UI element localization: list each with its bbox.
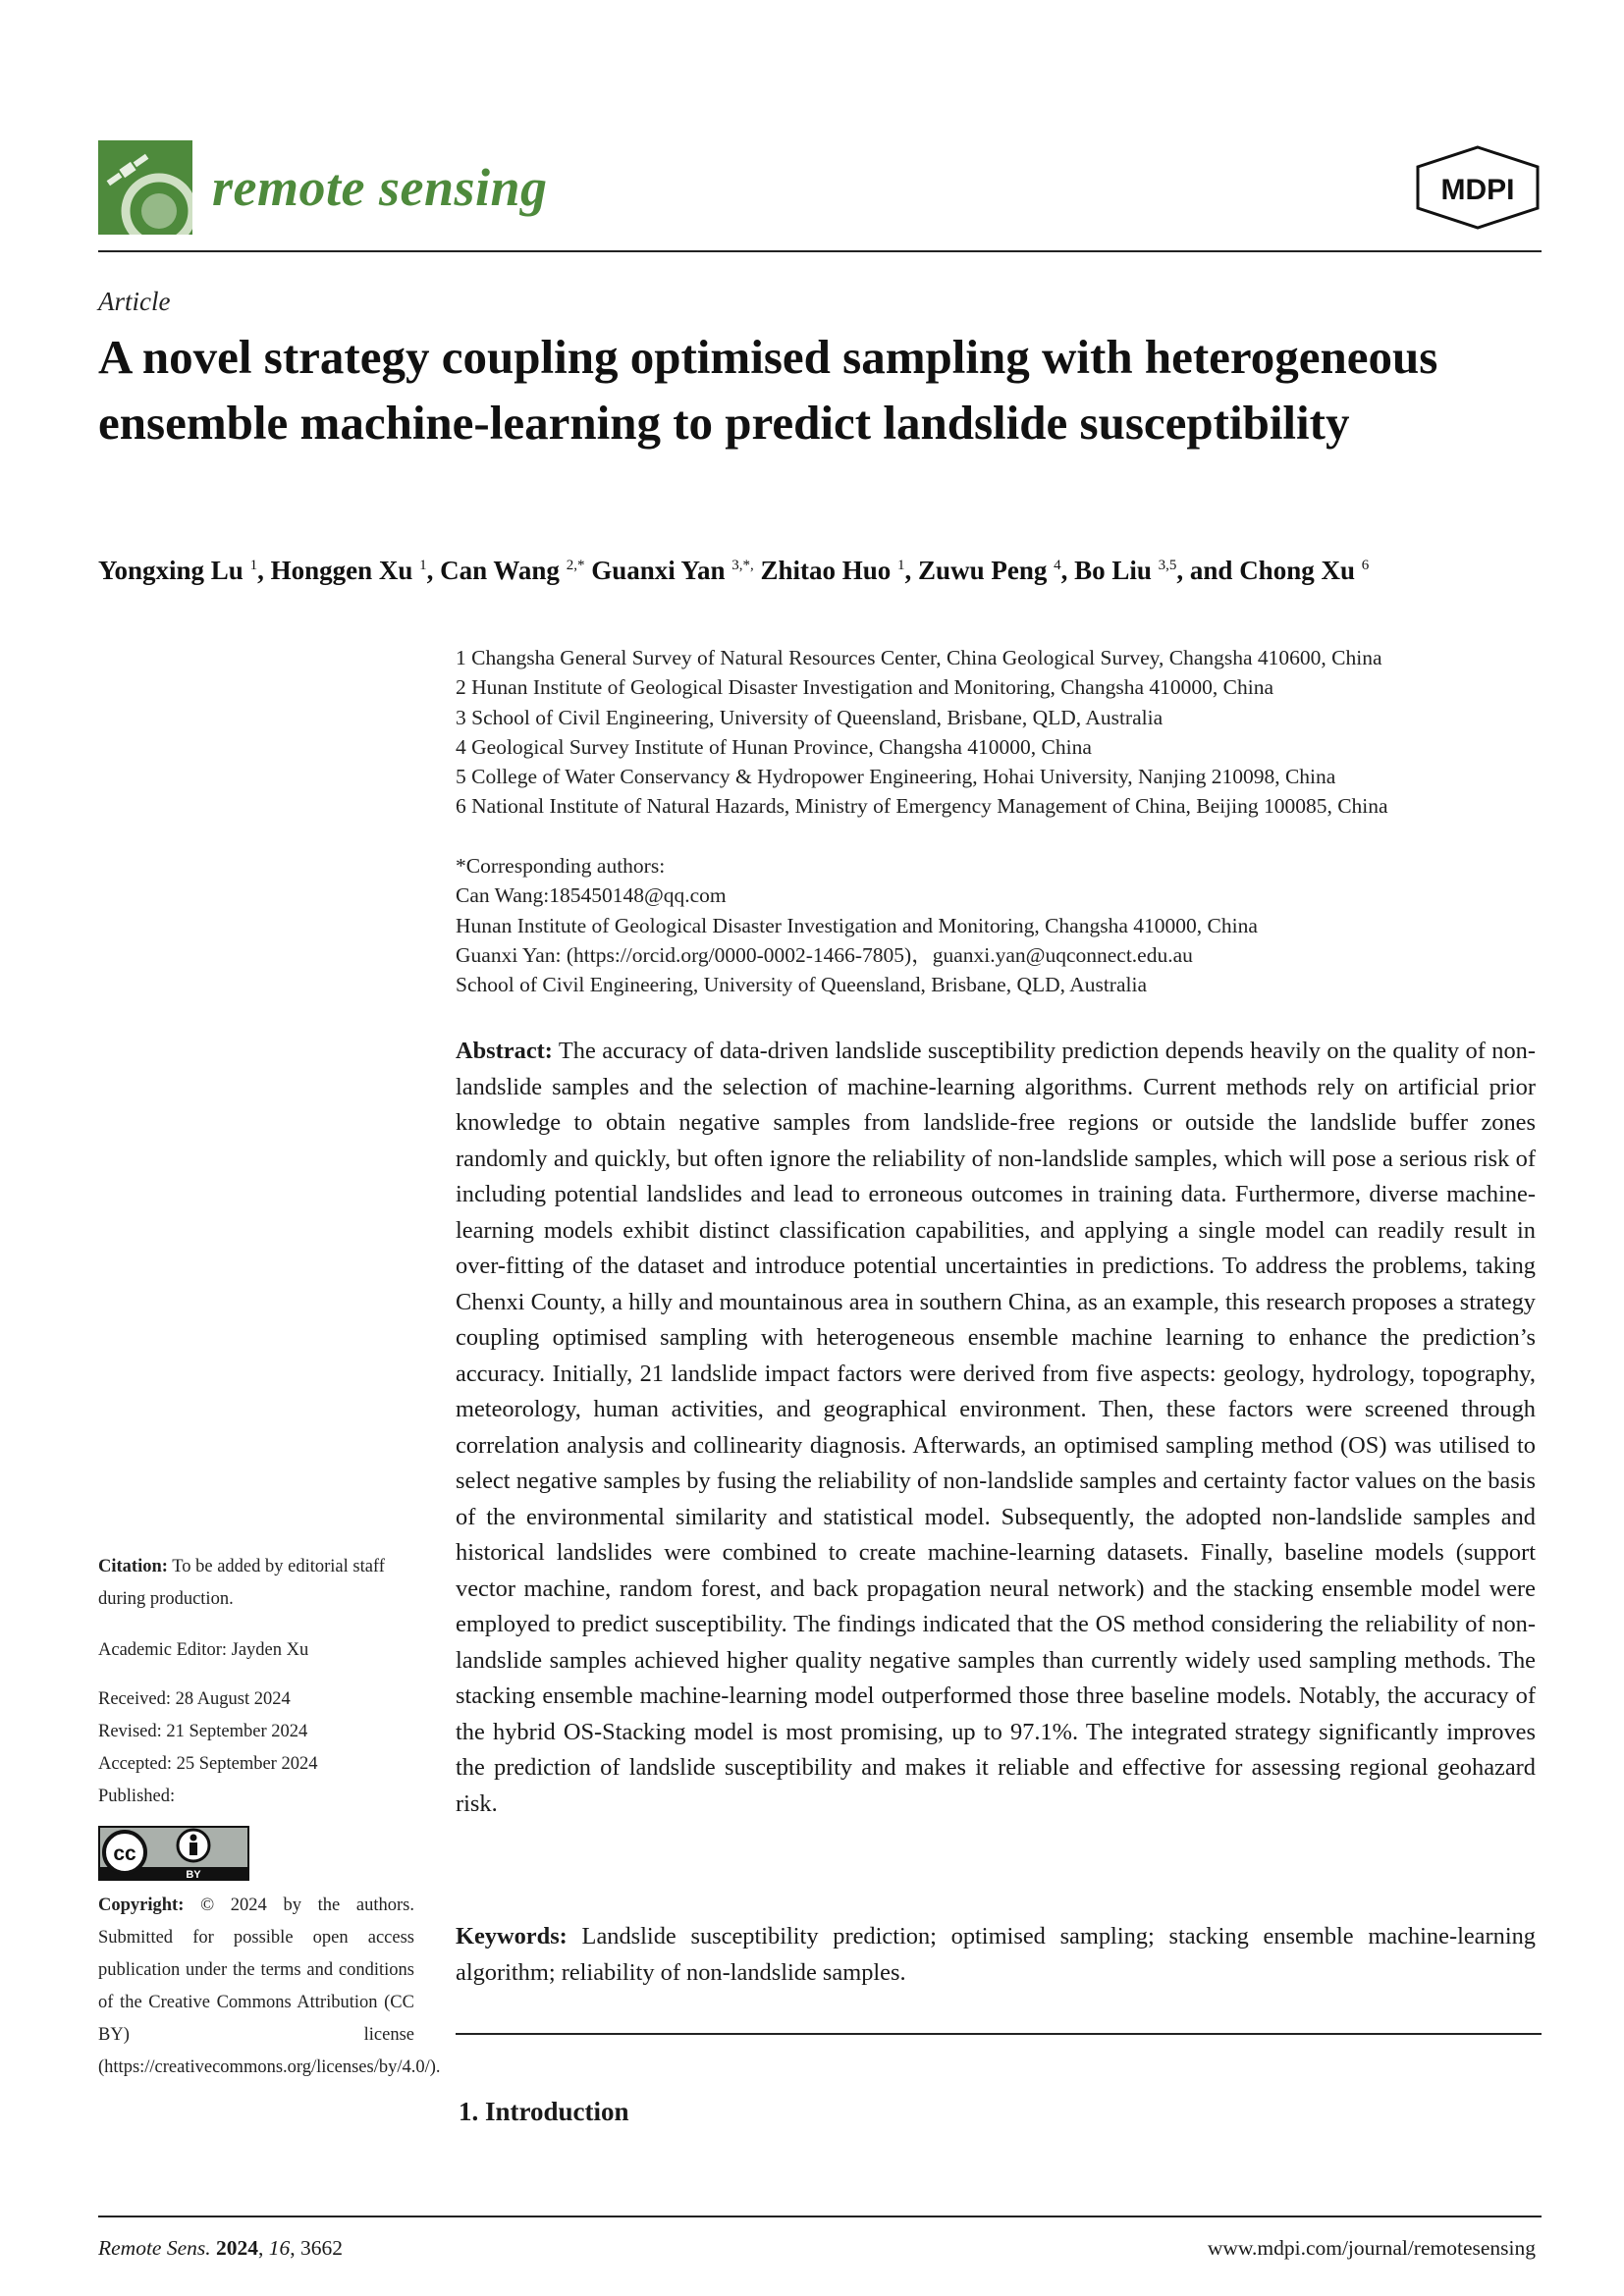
keywords-text: Landslide susceptibility prediction; optimised sampling; stacking ensemble machine-learning algorithm; reliability of non-landslide samples.	[456, 1923, 1536, 1986]
svg-text:cc: cc	[113, 1842, 136, 1865]
academic-editor: Academic Editor: Jayden Xu	[98, 1640, 309, 1660]
keywords-divider	[456, 2033, 1542, 2035]
journal-logo-icon	[98, 140, 192, 235]
paper-title: A novel strategy coupling optimised sampling with heterogeneous ensemble machine-learning to predict landslide susceptibility	[98, 330, 1438, 450]
footer-year: 2024	[216, 2236, 259, 2260]
author: Guanxi Yan $^{3,*,}$	[591, 556, 754, 585]
revised-date: Revised: 21 September 2024	[98, 1722, 308, 1741]
affiliation-item: 5 College of Water Conservancy & Hydropower Engineering, Hohai University, Nanjing 210098, China	[456, 765, 1336, 789]
corresponding-line[interactable]: Guanxi Yan: (https://orcid.org/0000-0002-1466-7805)，guanxi.yan@uqconnect.edu.au	[456, 942, 1193, 967]
corresponding-line: School of Civil Engineering, University of Queensland, Brisbane, QLD, Australia	[456, 973, 1147, 997]
section-heading: 1. Introduction	[459, 2097, 629, 2126]
mdpi-logo-text: MDPI	[1440, 174, 1515, 206]
corresponding-line[interactable]: Can Wang:185450148@qq.com	[456, 883, 727, 908]
corresponding-line: Hunan Institute of Geological Disaster Investigation and Monitoring, Changsha 410000, China	[456, 913, 1258, 937]
accepted-date: Accepted: 25 September 2024	[98, 1754, 318, 1774]
mdpi-logo-icon	[1414, 145, 1542, 230]
affiliation-item: 2 Hunan Institute of Geological Disaster Investigation and Monitoring, Changsha 410000, China	[456, 675, 1273, 700]
author-list	[98, 556, 1542, 586]
abstract-text: The accuracy of data-driven landslide susceptibility prediction depends heavily on the quality of non-landslide samples and the selection of machine-learning algorithms. Current methods rely on artificial prior knowledge to obtain negative samples from landslide-free regions or outside the landslide buffer zones randomly and quickly, but often ignore the reliability of non-landslide samples, which will pose a serious risk of including potential landslides and lead to erroneous outcomes in training data. Furthermore, diverse machine-learning models exhibit distinct classification capabilities, and applying a single model can readily result in over-fitting of the dataset and introduce potential uncertainties in predictions. To address the problems, taking Chenxi County, a hilly and mountainous area in southern China, as an example, this research proposes a strategy coupling optimised sampling with heterogeneous ensemble machine learning to enhance the prediction’s accuracy. Initially, 21 landslide impact factors were derived from five aspects: geology, hydrology, topography, meteorology, human activities, and geographical environment. Then, these factors were screened through correlation analysis and collinearity diagnosis. Afterwards, an optimised sampling method (OS) was utilised to select negative samples by fusing the reliability of non-landslide samples and certainty factor values on the basis of the environmental similarity and statistical model. Subsequently, the adopted non-landslide samples and historical landslides were combined to create machine-learning datasets. Finally, baseline models (support vector machine, random forest, and back propagation neural network) and the stacking ensemble model were employed to predict susceptibility. The findings indicated that the OS method considering the reliability of non-landslide samples achieved higher quality negative samples than currently widely used sampling methods. The stacking ensemble machine-learning model outperformed those three baseline models. Notably, the accuracy of the hybrid OS-Stacking model is most promising, up to 97.1%. The integrated strategy significantly improves the prediction of landslide susceptibility and makes it reliable and effective for assessing regional geohazard risk.	[456, 1038, 1536, 1817]
citation-label: Citation:	[98, 1557, 168, 1576]
keywords	[456, 1919, 1536, 1991]
author: Bo Liu $^{3,5}$, and	[1074, 556, 1240, 585]
author: Chong Xu $^6$	[1239, 556, 1370, 585]
article-type: Article	[98, 287, 171, 316]
footer-divider	[98, 2216, 1542, 2217]
affiliation-item: 1 Changsha General Survey of Natural Resources Center, China Geological Survey, Changsha 410600, China	[456, 646, 1382, 669]
received-date: Received: 28 August 2024	[98, 1689, 291, 1709]
footer-url[interactable]: www.mdpi.com/journal/remotesensing	[1207, 2236, 1536, 2260]
keywords-label: Keywords:	[456, 1923, 568, 1949]
cc-by-license-icon[interactable]	[98, 1826, 249, 1881]
affiliation-item: 4 Geological Survey Institute of Hunan Province, Changsha 410000, China	[456, 734, 1092, 759]
abstract-label: Abstract:	[456, 1038, 553, 1064]
copyright-text: © 2024 by the authors. Submitted for possible open access publication under the terms and conditions of the Creative Commons Attribution (CC BY) license (https://creativecommons.org/licenses/by/4.0/).	[98, 1896, 441, 2077]
footer-citation: Remote Sens. 2024, 16, 3662	[98, 2236, 344, 2260]
footer-article-number: 3662	[300, 2236, 344, 2260]
affiliation-item: 6 National Institute of Natural Hazards, Ministry of Emergency Management of China, Beijing 100085, China	[456, 794, 1388, 819]
abstract	[456, 1034, 1536, 1822]
corresponding-line: *Corresponding authors:	[456, 854, 666, 878]
journal-name: remote sensing	[212, 158, 548, 217]
author: Zuwu Peng $^4$,	[918, 556, 1075, 585]
citation-info	[98, 1551, 414, 1616]
published-date: Published:	[98, 1787, 176, 1806]
copyright-label: Copyright:	[98, 1896, 185, 1915]
corresponding-authors	[456, 851, 1545, 999]
author: Honggen Xu $^1$,	[270, 556, 441, 585]
author: Can Wang $^{2,*}$	[440, 556, 585, 585]
header-divider	[98, 250, 1542, 252]
svg-text:BY: BY	[186, 1869, 201, 1881]
copyright-notice	[98, 1890, 441, 2084]
affiliation-item: 3 School of Civil Engineering, University of Queensland, Brisbane, QLD, Australia	[456, 705, 1164, 729]
affiliation-list	[456, 643, 1545, 822]
author: Yongxing Lu $^1$,	[98, 556, 271, 585]
publication-dates	[98, 1683, 414, 1813]
journal-header	[98, 137, 1542, 251]
footer-volume: 16	[268, 2236, 291, 2260]
citation-text: To be added by editorial staff during production.	[98, 1557, 385, 1609]
author: Zhitao Huo $^1$,	[760, 556, 919, 585]
footer-journal: Remote Sens.	[98, 2236, 211, 2260]
